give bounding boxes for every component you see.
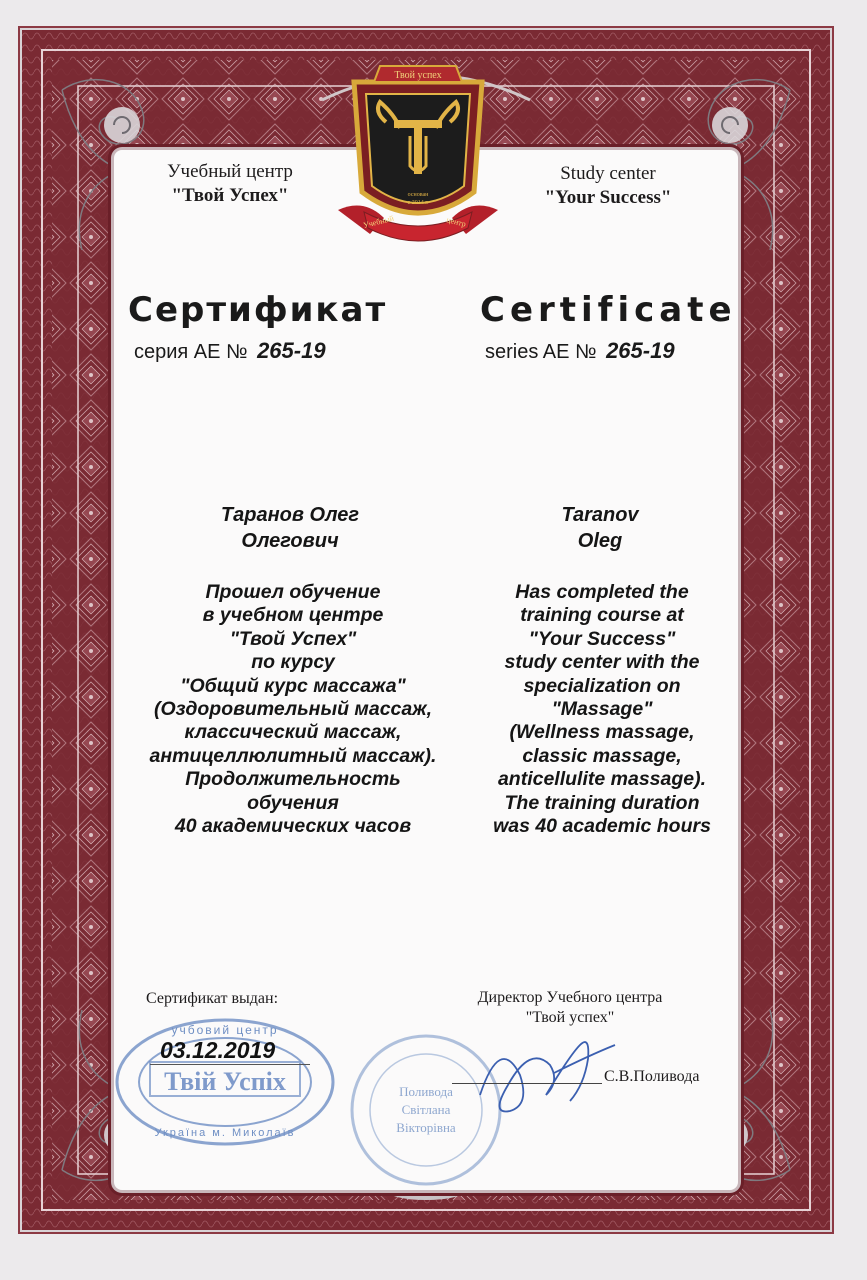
stamp-left-top: учбовий центр: [171, 1023, 279, 1037]
director-name: С.В.Поливода: [604, 1068, 700, 1085]
series-ru: [134, 338, 326, 364]
title-en: Certificate: [480, 290, 737, 330]
recipient-ru-line-2: Олегович: [241, 530, 339, 552]
logo-banner-text: Твой успех: [394, 70, 442, 81]
series-en: [485, 338, 675, 364]
logo-ribbon-left: Учебный: [362, 213, 395, 230]
body-ru-line: "Общий курс массажа": [180, 674, 406, 697]
center-name-en-line-1: Study center: [560, 163, 656, 184]
body-en-line: was 40 academic hours: [493, 815, 711, 838]
course-description-en: [462, 581, 742, 838]
body-ru-line: в учебном центре: [202, 604, 384, 627]
round-stamp-school: [110, 1012, 340, 1152]
signature-line: [452, 1083, 602, 1084]
center-name-en-line-2: "Your Success": [544, 187, 672, 208]
body-en-line: study center with the: [504, 651, 700, 674]
recipient-en-line-2: Oleg: [577, 530, 623, 552]
body-en-line: anticellulite massage).: [497, 768, 707, 791]
director-title-line-1: Директор Учебного центра: [477, 989, 663, 1006]
series-en-prefix: series AE №: [485, 341, 597, 363]
center-name-ru: [130, 160, 330, 208]
recipient-ru-line-1: Таранов Олег: [220, 504, 360, 526]
body-ru-line: "Твой Успех": [229, 627, 357, 650]
body-en-line: (Wellness massage,: [509, 721, 695, 744]
body-ru-line: по курсу: [251, 651, 335, 674]
director-title-line-2: "Твой успех": [525, 1009, 615, 1026]
body-ru-line: Прошел обучение: [205, 581, 381, 603]
recipient-name-en: [470, 502, 730, 554]
logo-founded-line-1: основан: [407, 192, 429, 198]
body-en-line: "Your Success": [528, 627, 676, 650]
series-en-number: 265-19: [606, 338, 675, 363]
stamp-right-line-1: Поливода: [399, 1084, 453, 1099]
recipient-en-line-1: Taranov: [561, 504, 639, 526]
body-en-line: The training duration: [504, 791, 700, 814]
stamp-right-line-3: Вікторівна: [396, 1120, 456, 1135]
center-name-en: [508, 162, 708, 210]
issued-label: Сертификат выдан:: [146, 990, 279, 1007]
title-ru: Сертификат: [128, 290, 388, 330]
body-en-line: specialization on: [523, 674, 681, 697]
body-ru-line: обучения: [247, 791, 339, 814]
center-name-ru-line-2: "Твой Успех": [171, 185, 289, 206]
body-en-line: training course at: [520, 604, 684, 627]
body-en-line: "Massage": [551, 698, 653, 721]
stamp-left-middle: Твій Успіх: [164, 1067, 286, 1096]
body-ru-line: классический массаж,: [184, 721, 402, 744]
stamp-left-bottom: Україна м. Миколаїв: [154, 1127, 296, 1139]
center-name-ru-line-1: Учебный центр: [167, 161, 293, 182]
school-logo: [334, 62, 502, 252]
body-ru-line: антицеллюлитный массаж).: [149, 744, 437, 767]
recipient-name-ru: [140, 502, 440, 554]
body-ru-line: Продолжительность: [185, 768, 401, 791]
director-signature: [470, 1015, 620, 1125]
body-ru-line: 40 академических часов: [174, 815, 412, 838]
logo-founded-line-2: в 2014 г.: [407, 200, 429, 206]
series-ru-prefix: серия АЕ №: [134, 341, 248, 363]
body-en-line: Has completed the: [515, 581, 689, 603]
body-en-line: classic massage,: [522, 744, 682, 767]
course-description-ru: [118, 581, 468, 838]
logo-ribbon-right: центр: [445, 215, 467, 229]
stamp-right-line-2: Світлана: [401, 1102, 451, 1117]
issued-date: 03.12.2019: [160, 1037, 276, 1063]
issued-date-underline: [150, 1064, 310, 1065]
body-ru-line: (Оздоровительный массаж,: [153, 698, 433, 721]
series-ru-number: 265-19: [257, 338, 326, 363]
